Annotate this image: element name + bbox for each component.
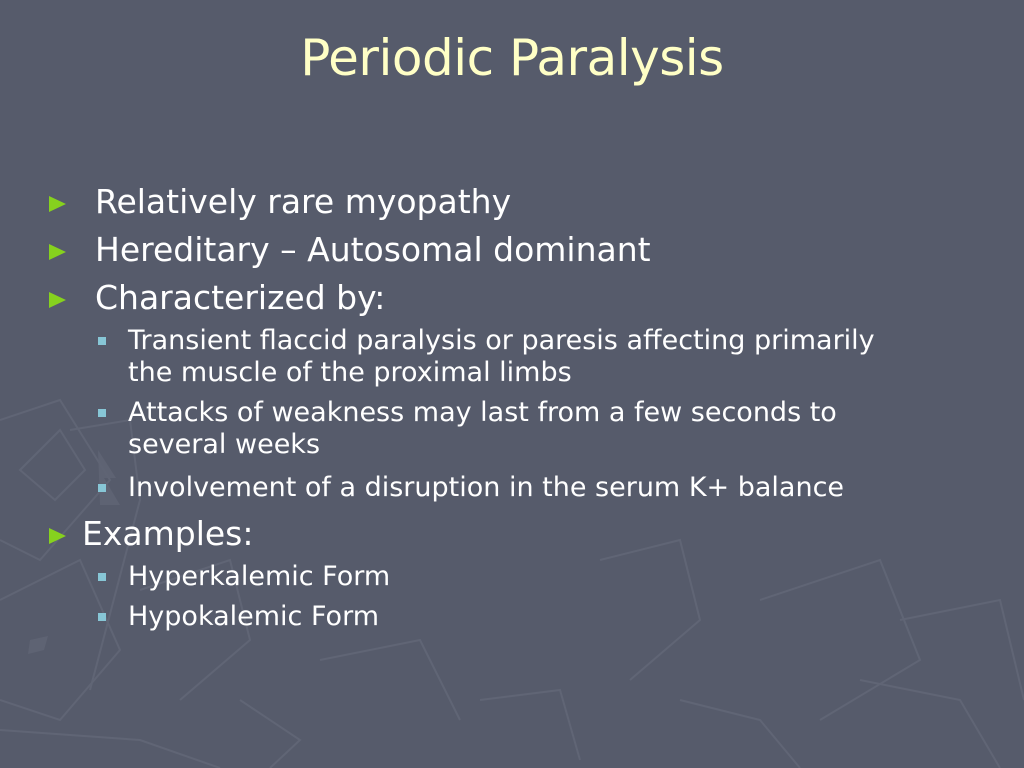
square-bullet-icon bbox=[98, 409, 106, 417]
bullet-text: Relatively rare myopathy bbox=[95, 182, 512, 221]
sub-bullet-text: Transient flaccid paralysis or paresis affecting primarily bbox=[128, 325, 875, 356]
square-bullet-icon bbox=[98, 573, 106, 581]
square-bullet-icon bbox=[98, 484, 106, 492]
slide-title: Periodic Paralysis bbox=[300, 29, 724, 87]
bullet-text: Characterized by: bbox=[95, 278, 386, 317]
triangle-right-icon bbox=[49, 528, 66, 544]
sub-bullet-text: Hyperkalemic Form bbox=[128, 561, 391, 592]
bullet-text: Hereditary – Autosomal dominant bbox=[95, 230, 651, 269]
sub-bullet-text: Attacks of weakness may last from a few seconds to bbox=[128, 397, 837, 428]
sub-bullet-text-continued: several weeks bbox=[128, 429, 321, 460]
triangle-right-icon bbox=[49, 196, 66, 212]
square-bullet-icon bbox=[98, 337, 106, 345]
bullet-text: Examples: bbox=[82, 514, 254, 553]
square-bullet-icon bbox=[98, 613, 106, 621]
triangle-right-icon bbox=[49, 244, 66, 260]
triangle-right-icon bbox=[49, 292, 66, 308]
sub-bullet-text: Involvement of a disruption in the serum K+ balance bbox=[128, 472, 845, 503]
sub-bullet-text: Hypokalemic Form bbox=[128, 601, 380, 632]
sub-bullet-text-continued: the muscle of the proximal limbs bbox=[128, 357, 572, 388]
